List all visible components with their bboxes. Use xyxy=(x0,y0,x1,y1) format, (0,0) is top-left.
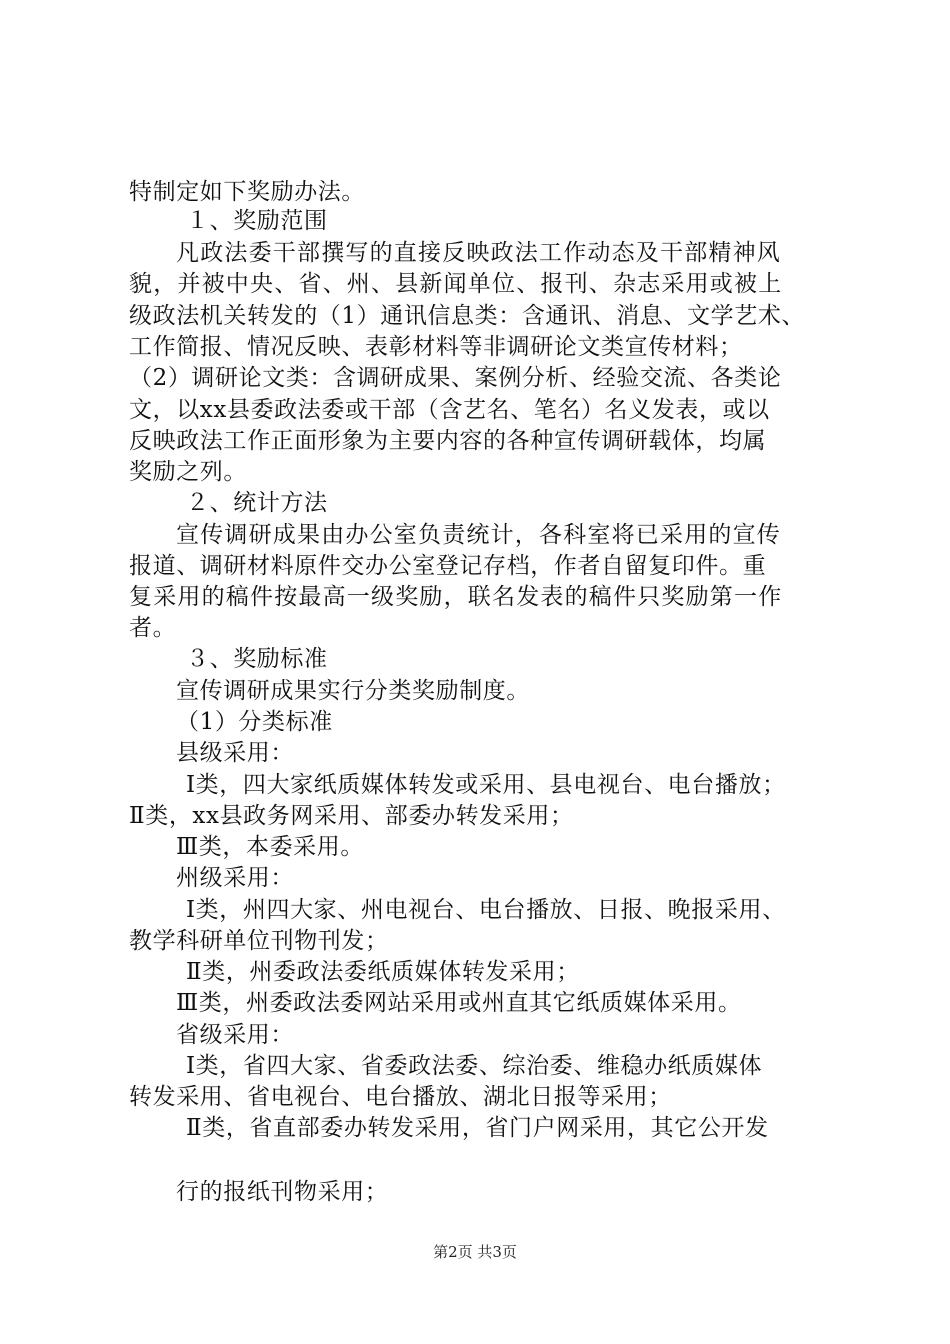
section-heading-scope: １、奖励范围 xyxy=(186,208,328,234)
label-prefecture-level: 州级采用： xyxy=(176,865,294,891)
county-class-3: Ⅲ类，本委采用。 xyxy=(176,834,364,860)
county-class-1: Ⅰ类，四大家纸质媒体转发或采用、县电视台、电台播放； xyxy=(186,772,786,798)
text-line-7: （2）调研论文类：含调研成果、案例分析、经验交流、各类论 xyxy=(129,365,782,391)
prefecture-class-2: Ⅱ类，州委政法委纸质媒体转发采用； xyxy=(186,959,580,985)
provincial-class-2-cont: 行的报纸刊物采用； xyxy=(176,1179,389,1205)
text-line-5: 级政法机关转发的（1）通讯信息类：含通讯、消息、文学艺术、 xyxy=(129,303,806,329)
text-line-3: 凡政法委干部撰写的直接反映政法工作动态及干部精神风 xyxy=(176,240,781,266)
label-provincial-level: 省级采用： xyxy=(176,1022,294,1048)
prefecture-class-1: Ⅰ类，州四大家、州电视台、电台播放、日报、晚报采用、 xyxy=(186,897,786,923)
prefecture-class-1-cont: 教学科研单位刊物刊发； xyxy=(129,928,389,954)
provincial-class-1-cont: 转发采用、省电视台、电台播放、湖北日报等采用； xyxy=(129,1084,672,1110)
text-line-15: 者。 xyxy=(129,615,177,641)
text-line-12: 宣传调研成果由办公室负责统计，各科室将已采用的宣传 xyxy=(176,522,781,548)
text-line-10: 奖励之列。 xyxy=(129,459,247,485)
text-line-13: 报道、调研材料原件交办公室登记存档，作者自留复印件。重 xyxy=(129,553,767,579)
text-line-9: 反映政法工作正面形象为主要内容的各种宣传调研载体，均属 xyxy=(129,428,767,454)
label-county-level: 县级采用： xyxy=(176,740,294,766)
text-line-1: 特制定如下奖励办法。 xyxy=(129,179,365,205)
page-number-footer: 第2页 共3页 xyxy=(433,1243,517,1261)
text-line-17: 宣传调研成果实行分类奖励制度。 xyxy=(176,678,530,704)
text-line-4: 貌，并被中央、省、州、县新闻单位、报刊、杂志采用或被上 xyxy=(129,271,783,297)
subheading-classification: （1）分类标准 xyxy=(176,709,333,735)
text-line-14: 复采用的稿件按最高一级奖励，联名发表的稿件只奖励第一作 xyxy=(129,584,783,610)
text-line-8: 文，以xx县委政法委或干部（含艺名、笔名）名义发表，或以 xyxy=(129,397,770,423)
section-heading-standards: ３、奖励标准 xyxy=(186,646,328,672)
text-line-6: 工作简报、情况反映、表彰材料等非调研论文类宣传材料； xyxy=(129,334,743,360)
provincial-class-1: Ⅰ类，省四大家、省委政法委、综治委、维稳办纸质媒体 xyxy=(186,1053,763,1079)
county-class-2: Ⅱ类，xx县政务网采用、部委办转发采用； xyxy=(129,803,574,829)
prefecture-class-3: Ⅲ类，州委政法委网站采用或州直其它纸质媒体采用。 xyxy=(176,990,742,1016)
provincial-class-2: Ⅱ类，省直部委办转发采用，省门户网采用，其它公开发 xyxy=(186,1115,769,1141)
section-heading-statistics: ２、统计方法 xyxy=(186,490,328,516)
